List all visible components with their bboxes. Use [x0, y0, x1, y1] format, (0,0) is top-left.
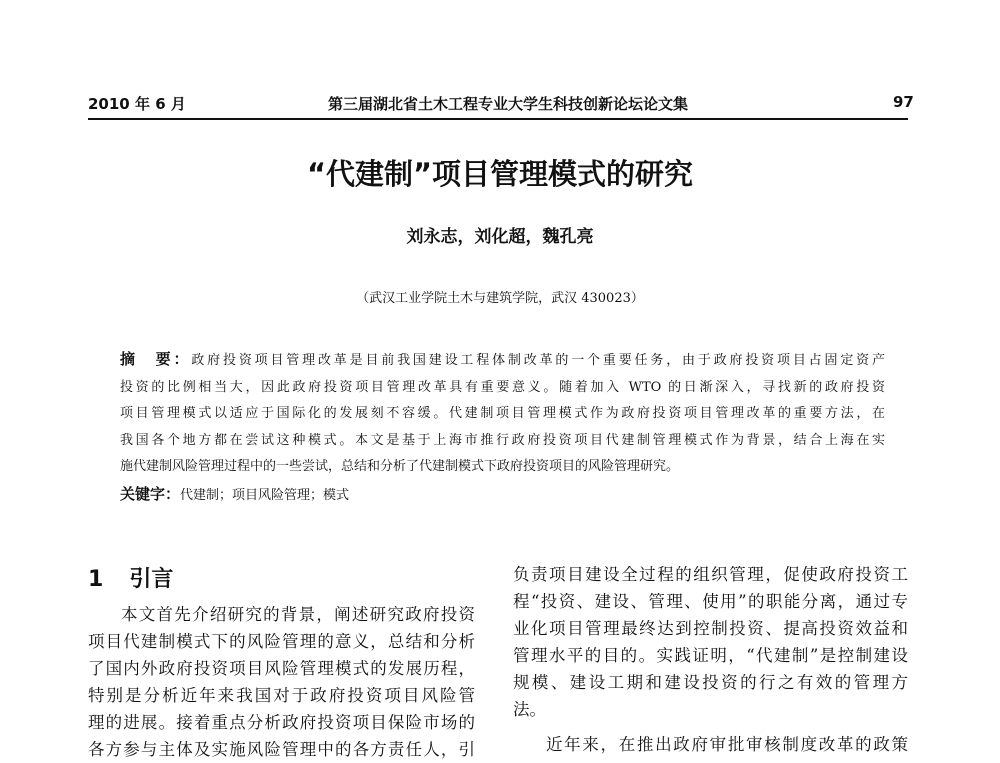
body-line: 业化项目管理最终达到控制投资、提高投资效益和 [513, 619, 908, 638]
paper-title: “代建制”项目管理模式的研究 [306, 157, 694, 191]
section-number: 1 [88, 567, 104, 592]
abstract [120, 346, 885, 509]
abstract-line: 施代建制风险管理过程中的一些尝试，总结和分析了代建制模式下政府投资项目的风险管理研究。 [120, 459, 680, 474]
body-line: 负责项目建设全过程的组织管理，促使政府投资工 [513, 565, 908, 584]
body-line: 特别是分析近年来我国对于政府投资项目风险管 [88, 686, 475, 705]
section-heading [88, 562, 173, 593]
header-page-number: 97 [893, 93, 914, 111]
keywords-text: 代建制；项目风险管理；模式 [180, 487, 350, 503]
body-line: 本文首先介绍研究的背景，阐述研究政府投资 [121, 605, 475, 624]
body-line: 项目代建制模式下的风险管理的意义，总结和分析 [88, 632, 475, 651]
affiliation: （武汉工业学院土木与建筑学院，武汉 430023） [356, 291, 644, 306]
left-column [88, 601, 475, 763]
abstract-line: 政府投资项目管理改革是目前我国建设工程体制改革的一个重要任务，由于政府投资项目占固定资产 [191, 353, 885, 368]
body-line: 规模、建设工期和建设投资的行之有效的管理方 [513, 673, 908, 692]
section-title: 引言 [129, 567, 174, 592]
body-line: 近年来，在推出政府审批审核制度改革的政策 [546, 735, 908, 754]
body-line: 各方参与主体及实施风险管理中的各方责任人，引 [88, 740, 475, 759]
header-journal: 第三届湖北省土木工程专业大学生科技创新论坛论文集 [328, 95, 689, 113]
body-line: 理的进展。接着重点分析政府投资项目保险市场的 [88, 713, 475, 732]
header-rule [88, 118, 908, 120]
abstract-label: 摘 要： [120, 350, 192, 368]
keywords [120, 481, 885, 510]
abstract-line: 我国各个地方都在尝试这种模式。本文是基于上海市推行政府投资项目代建制管理模式作为背景，结合上海在实 [120, 432, 885, 448]
keywords-label: 关键字： [120, 484, 181, 503]
authors: 刘永志，刘化超，魏孔亮 [406, 227, 594, 247]
abstract-line: 投资的比例相当大，因此政府投资项目管理改革具有重要意义。随着加入 WTO 的日渐深入，寻找新的政府投资 [120, 379, 885, 395]
header-date: 2010 年 6 月 [88, 95, 186, 113]
body-line: 法。 [513, 700, 546, 719]
body-line: 管理水平的目的。实践证明，“代建制”是控制建设 [513, 646, 908, 665]
abstract-line: 项目管理模式以适应于国际化的发展刻不容缓。代建制项目管理模式作为政府投资项目管理改革的重要方法，在 [120, 406, 885, 421]
body-line: 了国内外政府投资项目风险管理模式的发展历程， [88, 659, 475, 678]
right-column [513, 561, 908, 758]
body-line: 程“投资、建设、管理、使用”的职能分离，通过专 [513, 592, 908, 611]
